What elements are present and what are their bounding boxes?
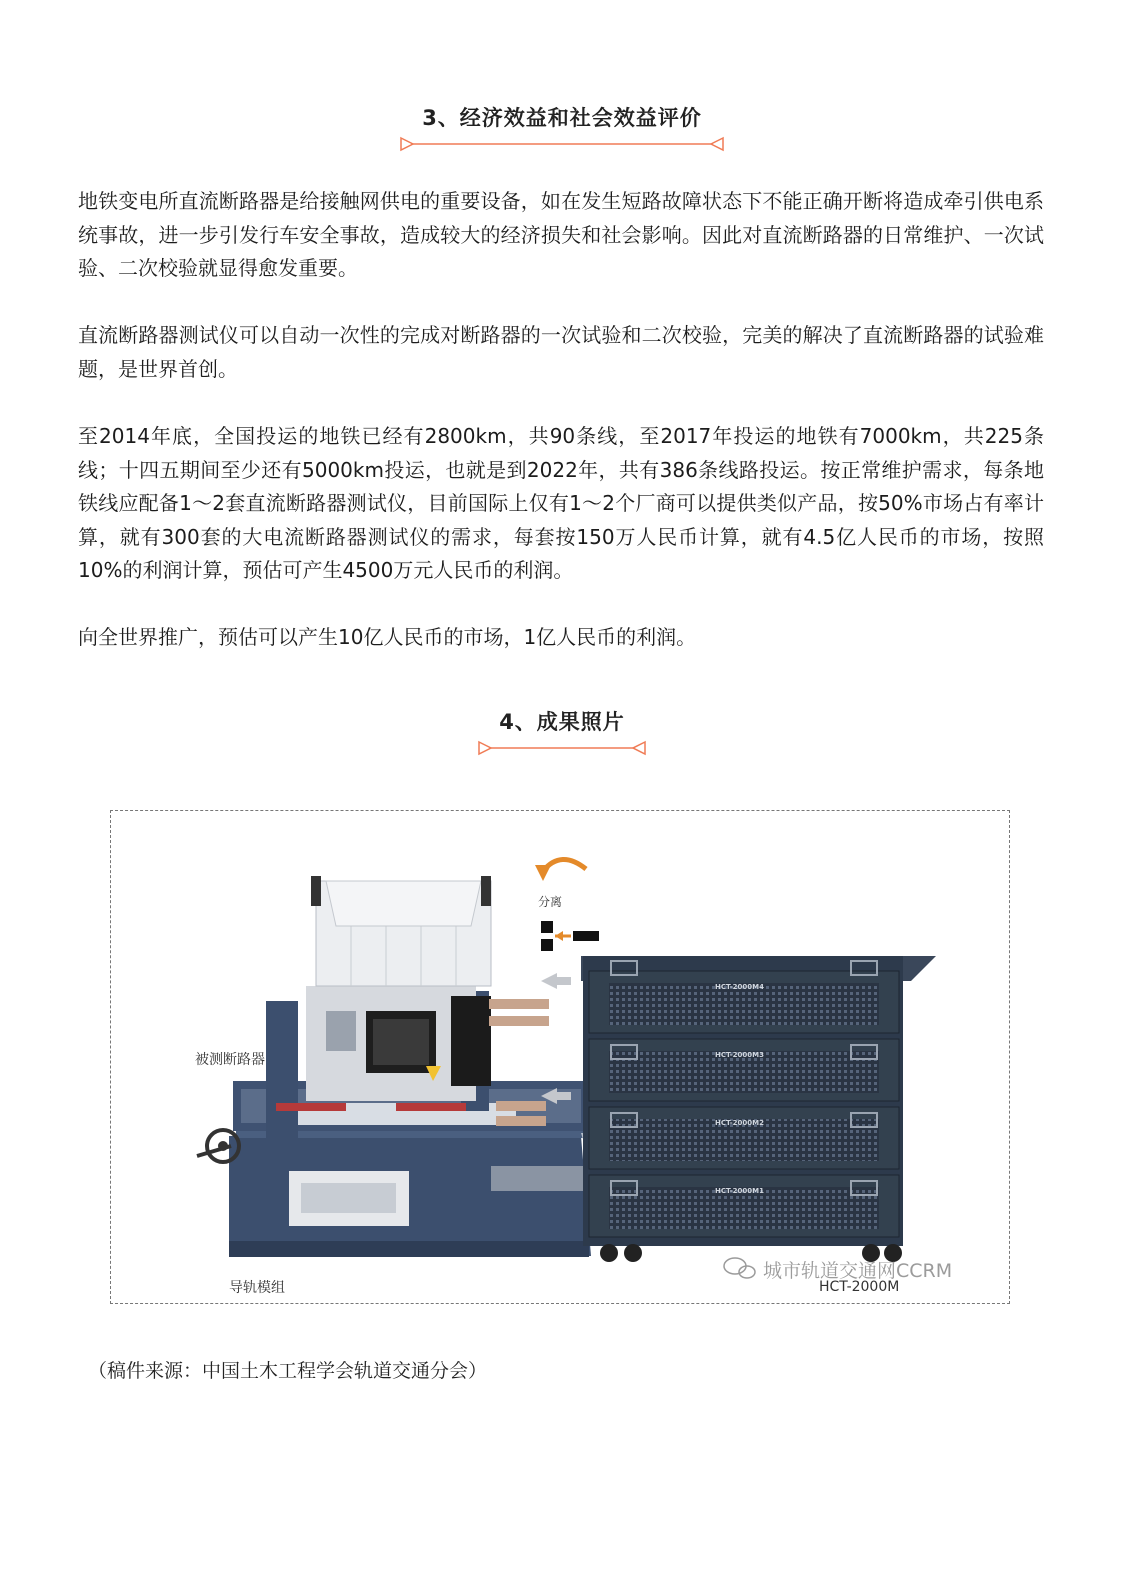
label-rail-module: 导轨模组 (229, 1280, 285, 1296)
result-photo-figure (110, 810, 1010, 1304)
paragraph-1: 地铁变电所直流断路器是给接触网供电的重要设备，如在发生短路故障状态下不能正确开断将造成牵引供电系统事故，进一步引发行车安全事故，造成较大的经济损失和社会影响。因此对直流断路器的日常维护、一次试验、二次校验就显得愈发重要。 (78, 189, 1044, 280)
model-label: HCT-2000M (819, 1279, 900, 1295)
label-breaker-under-test: 被测断路器 (195, 1052, 265, 1068)
watermark-text: 城市轨道交通网CCRM (763, 1260, 953, 1282)
module-label-m3: HCT-2000M3 (715, 1051, 764, 1059)
section-3-title: 3、经济效益和社会效益评价 (422, 106, 702, 130)
heading-underline-ornament (399, 136, 725, 152)
paragraph-3: 至2014年底，全国投运的地铁已经有2800km，共90条线，至2017年投运的地铁有7000km，共225条线；十四五期间至少还有5000km投运，也就是到2022年，共有386条线路投运。按正常维护需求，每条地铁线应配备1～2套直流断路器测试仪，目前国际上仅有1～2个厂商可以提供类似产品，按50%市场占有率计算，就有300套的大电流断路器测试仪的需求，每套按150万人民币计算，就有4.5亿人民币的市场，按照10%的利润计算，预估可产生4500万元人民币的利润。 (78, 424, 1044, 582)
module-label-m1: HCT-2000M1 (715, 1187, 764, 1195)
source-note: （稿件来源：中国土木工程学会轨道交通分会） (88, 1360, 488, 1382)
section-4-heading (0, 706, 1124, 756)
section-4-title: 4、成果照片 (499, 710, 625, 734)
heading-underline-ornament (477, 740, 647, 756)
paragraph-4: 向全世界推广，预估可以产生10亿人民币的市场，1亿人民币的利润。 (78, 625, 697, 649)
section-3-heading (0, 102, 1124, 152)
label-separate: 分离 (538, 895, 563, 909)
module-label-m2: HCT-2000M2 (715, 1119, 764, 1127)
paragraph-2: 直流断路器测试仪可以自动一次性的完成对断路器的一次试验和二次校验，完美的解决了直流断路器的试验难题，是世界首创。 (78, 323, 1044, 381)
module-label-m4: HCT-2000M4 (715, 983, 764, 991)
